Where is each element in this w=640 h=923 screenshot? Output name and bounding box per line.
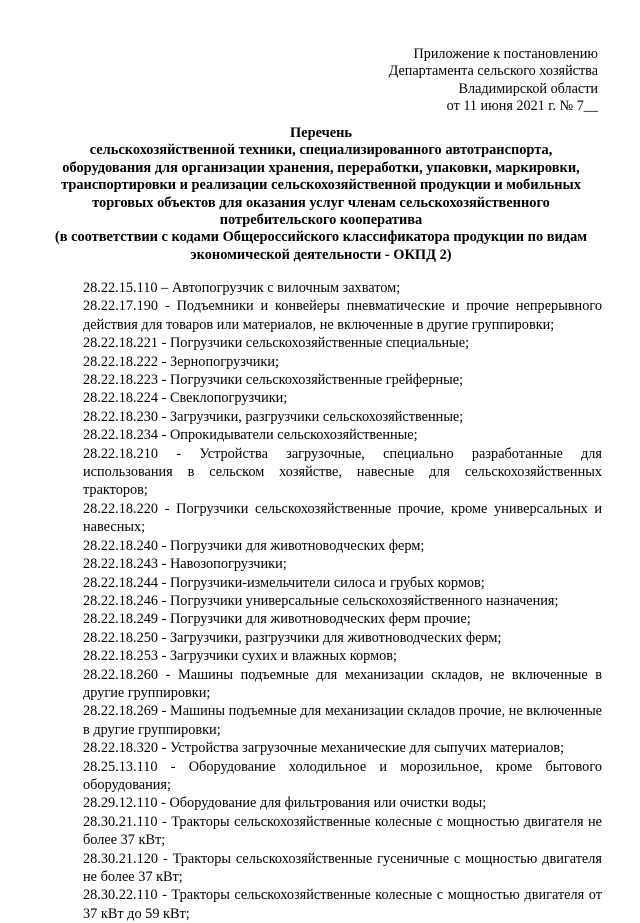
item-separator: -: [161, 537, 167, 554]
list-item: [83, 353, 602, 371]
item-code: 28.30.22.110: [83, 887, 158, 904]
list-item: [83, 702, 602, 739]
item-separator: -: [162, 850, 168, 867]
item-description: Автопогрузчик с вилочным захватом;: [171, 280, 401, 296]
list-item: [83, 813, 602, 850]
item-code: 28.22.18.243: [83, 556, 159, 573]
title-line: экономической деятельности - ОКПД 2): [190, 246, 452, 263]
classifier-list: [83, 279, 602, 923]
item-separator: -: [161, 629, 167, 646]
item-code: 28.22.15.110: [83, 280, 158, 296]
item-description: Устройства загрузочные механические для сыпучих материалов;: [169, 740, 565, 757]
item-separator: –: [161, 280, 169, 296]
item-description: Тракторы сельскохозяйственные гусеничные с мощностью двигателя не более 37 кВт;: [83, 850, 602, 885]
list-item: [83, 739, 602, 757]
item-description: Загрузчики, разгрузчики сельскохозяйственные;: [169, 408, 464, 425]
title-line: торговых объектов для оказания услуг членам сельскохозяйственного: [92, 194, 550, 211]
item-code: 28.22.18.222: [83, 353, 159, 370]
list-item: [83, 426, 602, 444]
item-description: Устройства загрузочные, специально разработанные для использования в сельском хозяйстве, навесные для сельскохозяйственных тракторов;: [83, 445, 603, 499]
item-description: Погрузчики сельскохозяйственные специальные;: [169, 335, 470, 352]
item-code: 28.22.18.210: [83, 445, 159, 462]
item-separator: -: [161, 703, 167, 720]
item-separator: -: [161, 372, 167, 389]
item-separator: -: [161, 611, 167, 628]
list-item: [83, 610, 602, 628]
item-description: Загрузчики, разгрузчики для животноводческих ферм;: [169, 629, 502, 646]
item-description: Погрузчики сельскохозяйственные прочие, кроме универсальных и навесных;: [83, 500, 603, 536]
item-description: Оборудование для фильтрования или очистки воды;: [169, 795, 487, 812]
item-description: Погрузчики-измельчители силоса и грубых кормов;: [169, 574, 485, 591]
appendix-line: Владимирской области: [458, 80, 598, 97]
item-code: 28.22.18.250: [83, 629, 159, 646]
title-line: (в соответствии с кодами Общероссийского классификатора продукции по видам: [54, 229, 588, 246]
item-code: 28.29.12.110: [83, 795, 158, 812]
list-item: [83, 445, 602, 500]
item-separator: -: [161, 335, 167, 352]
title-line: сельскохозяйственной техники, специализированного автотранспорта,: [89, 142, 553, 159]
item-code: 28.22.18.244: [83, 574, 159, 591]
item-description: Машины подъемные для механизации складов прочие, не включенные в другие группировки;: [83, 703, 603, 738]
item-code: 28.22.18.260: [83, 666, 159, 683]
title-line: оборудования для организации хранения, переработки, упаковки, маркировки,: [62, 159, 580, 176]
item-separator: -: [165, 666, 171, 683]
item-code: 28.22.18.221: [83, 335, 159, 352]
item-code: 28.22.18.240: [83, 537, 159, 554]
title-line: транспортировки и реализации сельскохозяйственной продукции и мобильных: [61, 177, 581, 194]
list-item: [83, 279, 602, 297]
item-code: 28.22.18.246: [83, 592, 159, 609]
item-description: Зернопогрузчики;: [169, 353, 279, 370]
item-code: 28.22.18.253: [83, 648, 159, 665]
appendix-line: Департамента сельского хозяйства: [388, 63, 598, 80]
list-item: [83, 629, 602, 647]
item-separator: -: [164, 500, 170, 517]
item-description: Погрузчики сельскохозяйственные грейферные;: [169, 372, 464, 389]
item-separator: -: [161, 427, 167, 444]
item-separator: -: [161, 648, 167, 665]
item-separator: -: [161, 740, 167, 757]
item-description: Навозопогрузчики;: [169, 556, 287, 573]
item-description: Подъемники и конвейеры пневматические и прочие непрерывного действия для товаров или материалов, не включенные в другие группировки;: [83, 298, 603, 333]
appendix-line: Приложение к постановлению: [413, 46, 598, 62]
item-separator: -: [161, 592, 167, 609]
item-description: Свеклопогрузчики;: [169, 390, 288, 407]
item-separator: -: [176, 445, 182, 462]
item-description: Машины подъемные для механизации складов, не включенные в другие группировки;: [83, 666, 603, 701]
list-item: [83, 408, 602, 426]
list-item: [83, 297, 602, 334]
list-item: [83, 389, 602, 407]
item-description: Тракторы сельскохозяйственные колесные с мощностью двигателя от 37 кВт до 59 кВт;: [83, 887, 602, 922]
item-description: Загрузчики сухих и влажных кормов;: [169, 648, 398, 665]
item-description: Оборудование холодильное и морозильное, кроме бытового оборудования;: [83, 758, 602, 793]
list-item: [83, 794, 602, 812]
item-code: 28.22.18.224: [83, 390, 159, 407]
item-code: 28.22.18.223: [83, 372, 159, 389]
item-code: 28.22.18.220: [83, 500, 159, 517]
item-description: Погрузчики для животноводческих ферм прочие;: [169, 611, 471, 628]
title-line: потребительского кооператива: [219, 212, 423, 229]
document-title: [22, 125, 620, 264]
list-item: [83, 371, 602, 389]
list-item: [83, 886, 602, 923]
item-separator: -: [161, 556, 167, 573]
item-separator: -: [164, 298, 170, 315]
item-description: Опрокидыватели сельскохозяйственные;: [169, 427, 418, 444]
item-separator: -: [162, 887, 167, 904]
item-code: 28.22.18.230: [83, 408, 159, 425]
item-code: 28.30.21.120: [83, 850, 159, 867]
list-item: [83, 334, 602, 352]
item-separator: -: [162, 813, 167, 830]
title-heading: Перечень: [289, 125, 353, 141]
item-description: Погрузчики универсальные сельскохозяйственного назначения;: [169, 592, 559, 609]
item-code: 28.22.18.320: [83, 740, 159, 757]
item-code: 28.25.13.110: [83, 758, 158, 775]
list-item: [83, 758, 602, 795]
item-code: 28.22.18.234: [83, 427, 159, 444]
item-separator: -: [161, 353, 167, 370]
list-item: [83, 537, 602, 555]
list-item: [83, 574, 602, 592]
item-separator: -: [161, 390, 167, 407]
list-item: [83, 555, 602, 573]
appendix-note: [338, 46, 598, 115]
item-code: 28.22.18.269: [83, 703, 159, 720]
list-item: [83, 647, 602, 665]
item-separator: -: [161, 795, 166, 812]
item-description: Погрузчики для животноводческих ферм;: [169, 537, 425, 554]
list-item: [83, 850, 602, 887]
item-code: 28.22.18.249: [83, 611, 159, 628]
item-code: 28.30.21.110: [83, 813, 158, 830]
item-description: Тракторы сельскохозяйственные колесные с мощностью двигателя не более 37 кВт;: [83, 813, 603, 849]
appendix-line: от 11 июня 2021 г. № 7__: [446, 97, 598, 114]
item-separator: -: [170, 758, 176, 775]
item-separator: -: [161, 408, 167, 425]
list-item: [83, 500, 602, 537]
item-separator: -: [161, 574, 167, 591]
item-code: 28.22.17.190: [83, 298, 159, 315]
list-item: [83, 592, 602, 610]
list-item: [83, 666, 602, 703]
